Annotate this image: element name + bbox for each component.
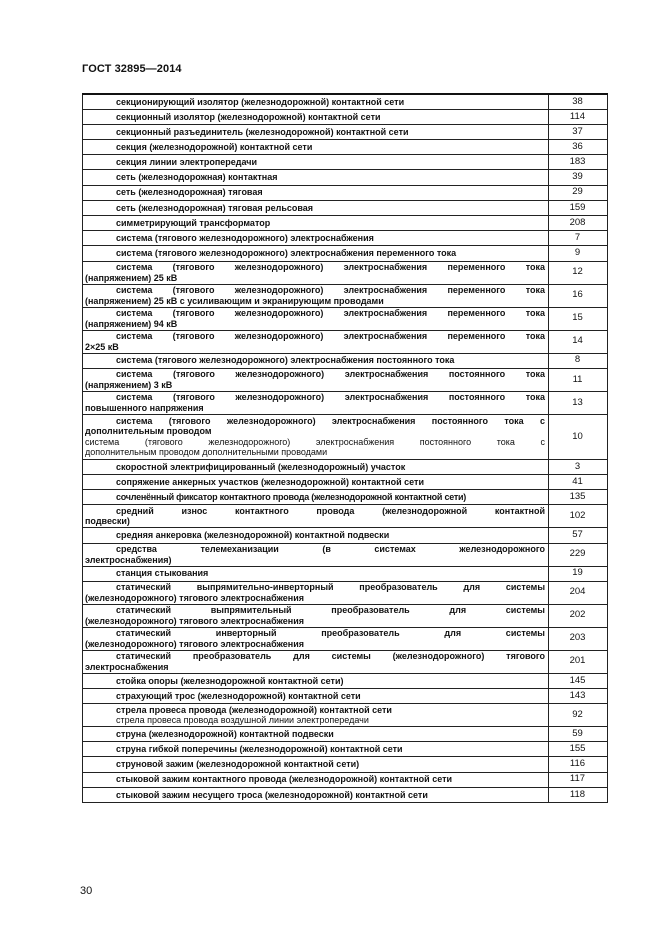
index-term-number: 38 bbox=[549, 94, 608, 109]
index-term-text: сопряжение анкерных участков (железнодорожной) контактной сети bbox=[116, 476, 424, 487]
index-term-cell bbox=[83, 307, 549, 330]
index-row bbox=[83, 368, 608, 391]
index-term-text: система (тягового железнодорожного) электроснабжения постоянного тока с bbox=[85, 436, 545, 447]
index-term-cell bbox=[83, 140, 549, 155]
index-term-number: 145 bbox=[549, 673, 608, 688]
index-term-number: 92 bbox=[549, 704, 608, 727]
index-term-number: 9 bbox=[549, 246, 608, 261]
index-term-text: 2×25 кВ bbox=[85, 341, 119, 352]
index-term-number: 29 bbox=[549, 185, 608, 200]
index-term-text: симметрирующий трансформатор bbox=[116, 217, 271, 228]
index-term-number: 143 bbox=[549, 688, 608, 703]
index-row bbox=[83, 185, 608, 200]
index-term-cell bbox=[83, 673, 549, 688]
index-term-number: 102 bbox=[549, 505, 608, 528]
index-row bbox=[83, 581, 608, 604]
index-term-text: статический преобразователь для системы (железнодорожного) тягового bbox=[116, 651, 545, 662]
index-term-cell bbox=[83, 170, 549, 185]
index-term-number: 11 bbox=[549, 368, 608, 391]
index-row bbox=[83, 170, 608, 185]
index-term-cell bbox=[83, 261, 549, 284]
index-term-text: секция линии электропередачи bbox=[116, 157, 258, 168]
index-term-cell bbox=[83, 231, 549, 246]
index-term-number: 59 bbox=[549, 727, 608, 742]
index-term-number: 14 bbox=[549, 330, 608, 353]
index-term-cell bbox=[83, 94, 549, 109]
index-term-cell bbox=[83, 505, 549, 528]
index-row bbox=[83, 627, 608, 650]
index-term-number: 183 bbox=[549, 155, 608, 170]
index-term-text: (напряжением) 25 кВ bbox=[85, 272, 178, 283]
page-number: 30 bbox=[80, 885, 93, 897]
index-term-cell bbox=[83, 155, 549, 170]
index-term-number: 204 bbox=[549, 581, 608, 604]
index-term-number: 116 bbox=[549, 757, 608, 772]
index-term-number: 16 bbox=[549, 284, 608, 307]
index-term-text: (железнодорожного) тягового электроснабжения bbox=[85, 615, 305, 626]
index-row bbox=[83, 474, 608, 489]
index-term-text: система (тягового железнодорожного) электроснабжения переменного тока bbox=[116, 331, 545, 342]
index-row bbox=[83, 787, 608, 802]
index-term-text: стойка опоры (железнодорожной контактной сети) bbox=[116, 675, 344, 686]
index-term-text: сочленённый фиксатор контактного провода (железнодорожной контактной сети) bbox=[116, 491, 467, 502]
index-row bbox=[83, 353, 608, 368]
document-header: ГОСТ 32895—2014 bbox=[82, 63, 182, 75]
index-term-text: сеть (железнодорожная) тяговая bbox=[116, 187, 263, 198]
index-term-cell bbox=[83, 459, 549, 474]
index-term-cell bbox=[83, 368, 549, 391]
index-term-number: 155 bbox=[549, 742, 608, 757]
index-term-cell bbox=[83, 604, 549, 627]
index-term-cell bbox=[83, 474, 549, 489]
index-row bbox=[83, 704, 608, 727]
index-term-text: система (тягового железнодорожного) электроснабжения постоянного тока bbox=[116, 369, 545, 380]
index-term-text: струна гибкой поперечины (железнодорожной) контактной сети bbox=[116, 744, 403, 755]
index-term-text: скоростной электрифицированный (железнодорожный) участок bbox=[116, 461, 406, 472]
index-row bbox=[83, 650, 608, 673]
index-term-cell bbox=[83, 757, 549, 772]
index-row bbox=[83, 505, 608, 528]
index-term-number: 117 bbox=[549, 772, 608, 787]
index-row bbox=[83, 543, 608, 566]
index-term-cell bbox=[83, 528, 549, 543]
index-term-text: станция стыкования bbox=[116, 568, 209, 579]
index-term-cell bbox=[83, 704, 549, 727]
index-term-cell bbox=[83, 581, 549, 604]
index-term-number: 202 bbox=[549, 604, 608, 627]
index-row bbox=[83, 330, 608, 353]
index-term-text: система (тягового железнодорожного) электроснабжения переменного тока bbox=[116, 248, 457, 259]
index-term-cell bbox=[83, 124, 549, 139]
index-term-cell bbox=[83, 391, 549, 414]
index-term-cell bbox=[83, 650, 549, 673]
index-term-number: 39 bbox=[549, 170, 608, 185]
index-term-number: 12 bbox=[549, 261, 608, 284]
index-term-cell bbox=[83, 185, 549, 200]
index-row bbox=[83, 216, 608, 231]
index-term-cell bbox=[83, 330, 549, 353]
term-index-table bbox=[82, 93, 608, 803]
index-term-text: система (тягового железнодорожного) электроснабжения переменного тока bbox=[116, 308, 545, 319]
index-term-text: система (тягового железнодорожного) электроснабжения bbox=[116, 233, 374, 244]
index-term-text: статический выпрямительно-инверторный преобразователь для системы bbox=[116, 582, 545, 593]
index-row bbox=[83, 284, 608, 307]
index-term-number: 135 bbox=[549, 490, 608, 505]
index-term-cell bbox=[83, 490, 549, 505]
index-term-number: 114 bbox=[549, 109, 608, 124]
index-row bbox=[83, 459, 608, 474]
index-row bbox=[83, 94, 608, 109]
index-term-number: 201 bbox=[549, 650, 608, 673]
index-term-cell bbox=[83, 414, 549, 459]
index-term-number: 118 bbox=[549, 787, 608, 802]
index-term-text: дополнительным проводом дополнительными проводами bbox=[85, 447, 328, 458]
index-row bbox=[83, 261, 608, 284]
index-row bbox=[83, 391, 608, 414]
index-term-text: повышенного напряжения bbox=[85, 402, 204, 413]
index-term-text: секция (железнодорожной) контактной сети bbox=[116, 141, 313, 152]
index-term-number: 7 bbox=[549, 231, 608, 246]
index-row bbox=[83, 742, 608, 757]
index-row bbox=[83, 727, 608, 742]
index-term-text: система (тягового железнодорожного) электроснабжения переменного тока bbox=[116, 285, 545, 296]
index-term-number: 19 bbox=[549, 566, 608, 581]
index-row bbox=[83, 604, 608, 627]
index-row bbox=[83, 200, 608, 215]
index-term-cell bbox=[83, 772, 549, 787]
index-term-cell bbox=[83, 787, 549, 802]
index-term-cell bbox=[83, 627, 549, 650]
index-term-cell bbox=[83, 742, 549, 757]
index-term-number: 10 bbox=[549, 414, 608, 459]
index-term-text: система (тягового железнодорожного) электроснабжения постоянного тока bbox=[116, 392, 545, 403]
index-term-text: система (тягового железнодорожного) электроснабжения постоянного тока bbox=[116, 355, 455, 366]
index-row bbox=[83, 231, 608, 246]
index-row bbox=[83, 246, 608, 261]
index-term-text: стрела провеса провода воздушной линии электропередачи bbox=[116, 715, 369, 726]
index-term-number: 37 bbox=[549, 124, 608, 139]
index-term-number: 57 bbox=[549, 528, 608, 543]
index-term-text: (железнодорожного) тягового электроснабжения bbox=[85, 592, 305, 603]
index-row bbox=[83, 307, 608, 330]
index-row bbox=[83, 757, 608, 772]
index-term-text: (железнодорожного) тягового электроснабжения bbox=[85, 638, 305, 649]
index-term-text: средняя анкеровка (железнодорожной) контактной подвески bbox=[116, 530, 390, 541]
index-term-text: средства телемеханизации (в системах железнодорожного bbox=[116, 544, 545, 554]
index-term-cell bbox=[83, 727, 549, 742]
index-term-text: струновой зажим (железнодорожной контактной сети) bbox=[116, 759, 360, 770]
index-row bbox=[83, 414, 608, 459]
index-term-cell bbox=[83, 216, 549, 231]
index-term-text: система (тягового железнодорожного) электроснабжения переменного тока bbox=[116, 262, 545, 273]
index-term-text: (напряжением) 94 кВ bbox=[85, 318, 178, 329]
index-term-text: секционирующий изолятор (железнодорожной) контактной сети bbox=[116, 96, 405, 107]
index-term-cell bbox=[83, 246, 549, 261]
index-row bbox=[83, 772, 608, 787]
index-term-number: 41 bbox=[549, 474, 608, 489]
index-term-number: 229 bbox=[549, 543, 608, 566]
index-term-text: стыковой зажим несущего троса (железнодорожной) контактной сети bbox=[116, 789, 428, 800]
index-row bbox=[83, 673, 608, 688]
index-term-number: 3 bbox=[549, 459, 608, 474]
index-term-text: статический инверторный преобразователь для системы bbox=[116, 628, 545, 639]
index-term-text: средний износ контактного провода (железнодорожной контактной bbox=[116, 505, 545, 516]
index-term-text: сеть (железнодорожная) тяговая рельсовая bbox=[116, 202, 314, 213]
index-term-text: стрела провеса провода (железнодорожной) контактной сети bbox=[116, 704, 392, 715]
index-term-text: электроснабжения bbox=[85, 661, 169, 672]
index-term-text: электроснабжения) bbox=[85, 554, 172, 565]
index-row bbox=[83, 140, 608, 155]
index-term-number: 8 bbox=[549, 353, 608, 368]
index-term-number: 15 bbox=[549, 307, 608, 330]
index-row bbox=[83, 566, 608, 581]
index-term-cell bbox=[83, 200, 549, 215]
index-term-text: секционный разъединитель (железнодорожной) контактной сети bbox=[116, 126, 409, 137]
index-term-text: струна (железнодорожной) контактной подвески bbox=[116, 728, 334, 739]
index-term-text: подвески) bbox=[85, 516, 130, 527]
index-term-text: (напряжением) 25 кВ с усиливающим и экранирующим проводами bbox=[85, 295, 384, 306]
index-term-number: 159 bbox=[549, 200, 608, 215]
index-term-text: дополнительным проводом bbox=[85, 426, 212, 437]
index-row bbox=[83, 490, 608, 505]
index-row bbox=[83, 124, 608, 139]
index-term-text: статический выпрямительный преобразователь для системы bbox=[116, 605, 545, 616]
index-term-number: 13 bbox=[549, 391, 608, 414]
index-term-cell bbox=[83, 688, 549, 703]
index-term-text: страхующий трос (железнодорожной) контактной сети bbox=[116, 690, 361, 701]
index-term-cell bbox=[83, 566, 549, 581]
index-term-number: 208 bbox=[549, 216, 608, 231]
index-term-text: секционный изолятор (железнодорожной) контактной сети bbox=[116, 111, 381, 122]
index-term-text: стыковой зажим контактного провода (железнодорожной) контактной сети bbox=[116, 774, 453, 785]
index-term-cell bbox=[83, 353, 549, 368]
index-term-cell bbox=[83, 284, 549, 307]
index-row bbox=[83, 688, 608, 703]
index-term-text: система (тягового железнодорожного) электроснабжения постоянного тока с bbox=[116, 415, 545, 426]
index-term-number: 36 bbox=[549, 140, 608, 155]
index-term-cell bbox=[83, 543, 549, 566]
index-term-text: сеть (железнодорожная) контактная bbox=[116, 172, 278, 183]
index-row bbox=[83, 528, 608, 543]
index-term-text: (напряжением) 3 кВ bbox=[85, 379, 173, 390]
index-term-number: 203 bbox=[549, 627, 608, 650]
index-row bbox=[83, 155, 608, 170]
index-term-cell bbox=[83, 109, 549, 124]
index-row bbox=[83, 109, 608, 124]
